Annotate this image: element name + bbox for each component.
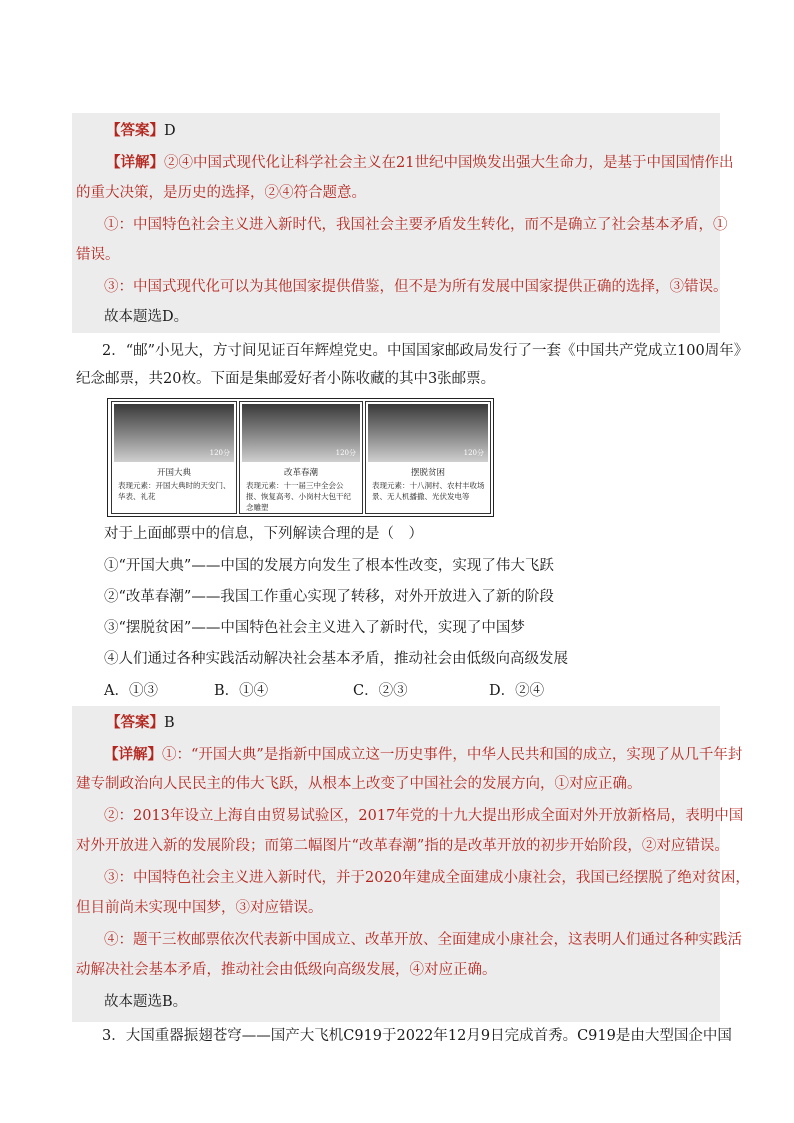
q2-stem-line1: 2．“邮”小见大，方寸间见证百年辉煌党史。中国国家邮政局发行了一套《中国共产党成立100周年》 [102, 343, 749, 359]
stamp-value: 120分 [335, 449, 356, 457]
stamp-reform [239, 401, 363, 514]
q2-option-4: ④人们通过各种实践活动解决社会基本矛盾，推动社会由低级向高级发展 [104, 651, 568, 667]
stamp-founding [111, 401, 237, 514]
stamp-title: 开国大典 [156, 468, 191, 478]
q2-answer: 【答案】B [106, 714, 175, 731]
q2-choice-b: B．①④ [214, 683, 269, 699]
stamp-caption: 表现元素：开国大典时的天安门、华表、礼花 [118, 481, 231, 501]
q2-stem-line2: 纪念邮票，共20枚。下面是集邮爱好者小陈收藏的其中3张邮票。 [76, 371, 496, 387]
stamp-caption: 表现元素：十一届三中全会公报、恢复高考、小岗村大包干纪念雕塑 [246, 481, 351, 512]
q3-stem-line1: 3．大国重器振翅苍穹——国产大飞机C919于2022年12月9日完成首秀。C919是由大型国企中国 [102, 1028, 732, 1044]
q1-point1-line2: 错误。 [76, 247, 120, 263]
q2-point4-line2: 动解决社会基本矛盾，推动社会由低级向高级发展，④对应正确。 [76, 962, 497, 978]
q2-choice-a: A．①③ [104, 683, 158, 699]
q2-point4-line1: ④：题干三枚邮票依次代表新中国成立、改革开放、全面建成小康社会，这表明人们通过各种实践活 [104, 932, 742, 948]
q2-option-1: ①“开国大典”——中国的发展方向发生了根本性改变，实现了伟大飞跃 [104, 558, 554, 574]
q2-choice-d: D．②④ [489, 683, 545, 699]
stamp-poverty [365, 401, 491, 514]
q2-detail-line2: 建专制政治向人民民主的伟大飞跃，从根本上改变了中国社会的发展方向，①对应正确。 [76, 776, 642, 792]
q1-detail-line1: 【详解】②④中国式现代化让科学社会主义在21世纪中国焕发出强大生命力，是基于中国国情作出 [106, 154, 734, 171]
q2-detail-line1: 【详解】①：“开国大典”是指新中国成立这一历史事件，中华人民共和国的成立，实现了从几千年封 [104, 746, 743, 763]
q2-choice-c: C．②③ [353, 683, 408, 699]
stamp-value: 120分 [463, 449, 484, 457]
q1-answer: 【答案】D [106, 122, 176, 139]
q1-point1-line1: ①：中国特色社会主义进入新时代，我国社会主要矛盾发生转化，而不是确立了社会基本矛盾，① [104, 217, 728, 233]
q2-question: 对于上面邮票中的信息，下列解读合理的是（ ） [104, 526, 423, 542]
q1-detail-line2: 的重大决策，是历史的选择，②④符合题意。 [76, 185, 366, 201]
q2-point3-line2: 但目前尚未实现中国梦，③对应错误。 [76, 900, 323, 916]
q1-conclusion: 故本题选D。 [104, 309, 189, 325]
q2-option-3: ③“摆脱贫困”——中国特色社会主义进入了新时代，实现了中国梦 [104, 620, 525, 636]
q2-point2-line1: ②：2013年设立上海自由贸易试验区，2017年党的十九大提出形成全面对外开放新格局，表明中国 [104, 808, 744, 824]
stamp-caption: 表现元素：十八洞村、农村丰收场景、无人机播撒、光伏发电等 [372, 481, 485, 501]
q2-point2-line2: 对外开放进入新的发展阶段；而第二幅图片“改革春潮”指的是改革开放的初步开始阶段，②对应错误。 [76, 838, 729, 854]
stamp-title: 改革春潮 [283, 468, 318, 478]
stamps-figure [107, 398, 494, 517]
q2-option-2: ②“改革春潮”——我国工作重心实现了转移，对外开放进入了新的阶段 [104, 589, 554, 605]
stamp-title: 摆脱贫困 [410, 468, 445, 478]
q2-point3-line1: ③：中国特色社会主义进入新时代，并于2020年建成全面建成小康社会，我国已经摆脱了绝对贫困， [104, 870, 750, 886]
stamp-value: 120分 [209, 449, 230, 457]
q1-point3: ③：中国式现代化可以为其他国家提供借鉴，但不是为所有发展中国家提供正确的选择，③错误。 [104, 279, 728, 295]
q2-conclusion: 故本题选B。 [104, 994, 188, 1010]
